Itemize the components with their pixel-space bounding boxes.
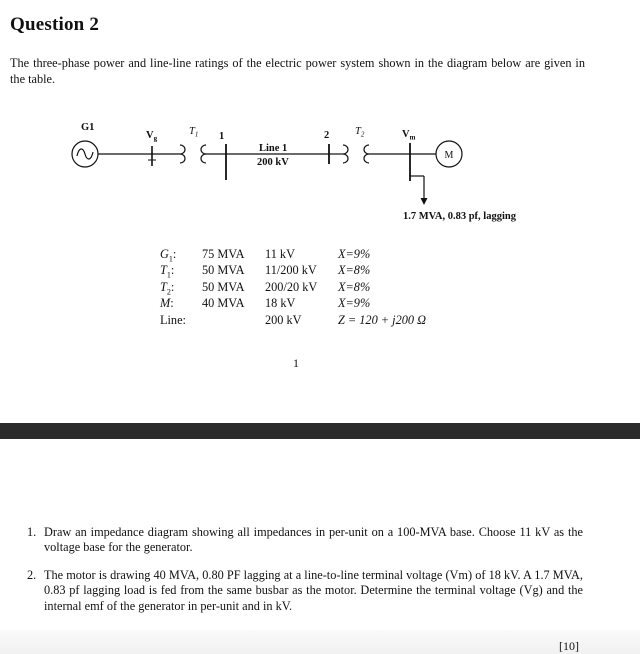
t1-winding-secondary xyxy=(201,145,206,163)
table-row xyxy=(160,313,426,329)
generator-sine-icon xyxy=(77,149,93,159)
line-1-voltage: 200 kV xyxy=(257,157,289,168)
voltage-rating: 200 kV xyxy=(265,312,302,327)
component-name: $T_2$: xyxy=(160,279,175,297)
impedance-value: X=9% xyxy=(338,296,371,311)
impedance-value: Z = 120 + j200 Ω xyxy=(338,312,427,327)
component-name: M: xyxy=(160,296,174,311)
table-row xyxy=(160,263,426,279)
page-divider xyxy=(0,423,640,439)
question-title: Question 2 xyxy=(10,14,100,35)
component-name: $G_1$: xyxy=(160,247,177,264)
t2-label: $T_2$ xyxy=(355,126,365,139)
table-row xyxy=(160,247,426,263)
impedance-value: X=8% xyxy=(338,263,371,278)
question-text: The motor is drawing 40 MVA, 0.80 PF lagging at a line-to-line terminal voltage (Vm) of 18 kV. A 1.7 MVA, 0.83 pf lagging load is fed from the same busbar as the motor. Determine the terminal voltage (Vg) and the internal emf of the generator in per-unit and in kV. xyxy=(44,567,583,613)
power-rating: 50 MVA xyxy=(202,263,245,278)
component-name: $T_1$: xyxy=(160,263,175,280)
bus-2-label: 2 xyxy=(324,130,330,141)
page-number: 1 xyxy=(293,356,299,370)
question-number: 1. xyxy=(27,525,37,539)
question-number: 2. xyxy=(27,567,37,582)
voltage-rating: 18 kV xyxy=(265,296,296,311)
single-line-diagram xyxy=(0,0,640,240)
question-list xyxy=(27,525,583,626)
component-name: Line: xyxy=(160,312,186,327)
question-intro: The three-phase power and line-line ratings of the electric power system shown in the diagram below are given in the table. xyxy=(10,56,585,86)
list-item xyxy=(27,568,583,614)
line-1-label: Line 1 xyxy=(259,143,288,154)
bottom-bar xyxy=(0,630,640,654)
list-item xyxy=(27,525,583,556)
marks-label: [10] xyxy=(559,639,579,653)
t2-winding-secondary xyxy=(364,145,369,163)
impedance-value: X=9% xyxy=(338,247,371,261)
power-rating: 75 MVA xyxy=(202,247,245,261)
voltage-rating: 11/200 kV xyxy=(265,263,317,278)
question-text: Draw an impedance diagram showing all impedances in per-unit on a 100-MVA base. Choose 11 kV as the voltage base for the generator. xyxy=(44,525,583,555)
motor-label: M xyxy=(444,150,454,161)
power-rating: 40 MVA xyxy=(202,296,245,311)
load-label: 1.7 MVA, 0.83 pf, lagging xyxy=(403,211,516,222)
t1-label: $T_1$ xyxy=(189,126,199,139)
bus-1-label: 1 xyxy=(219,131,225,142)
ratings-table xyxy=(160,247,426,329)
vg-label: $V_g$ xyxy=(146,130,158,143)
table-row xyxy=(160,296,426,312)
impedance-value: X=8% xyxy=(338,279,371,294)
vm-label: $V_m$ xyxy=(402,129,416,142)
t1-winding-primary xyxy=(180,145,185,163)
generator-label: G1 xyxy=(81,122,95,133)
voltage-rating: 11 kV xyxy=(265,247,295,261)
power-rating: 50 MVA xyxy=(202,279,245,294)
power-rating xyxy=(202,313,265,329)
t2-winding-primary xyxy=(343,145,348,163)
load-arrow-icon xyxy=(421,198,428,205)
table-row xyxy=(160,280,426,296)
voltage-rating: 200/20 kV xyxy=(265,279,318,294)
